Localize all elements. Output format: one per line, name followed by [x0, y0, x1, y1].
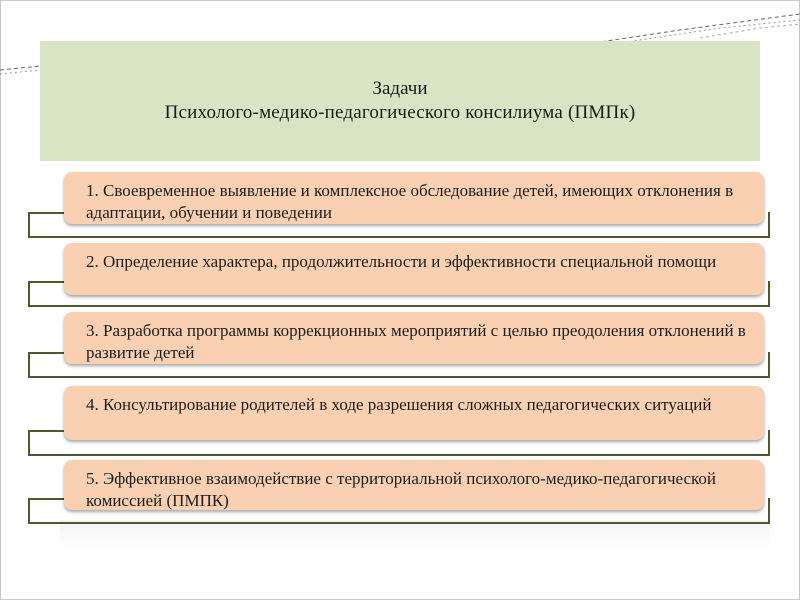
- item-2-bracket-cap: [28, 281, 64, 283]
- decor-line-right-3: [700, 24, 800, 38]
- task-text-5: 5. Эффективное взаимодействие с территориальной психолого-медико-педагогической комиссией (ПМПК): [86, 469, 717, 510]
- item-1-bracket-cap: [28, 212, 64, 214]
- task-text-3: 3. Разработка программы коррекционных мероприятий с целью преодоления отклонений в развитие детей: [86, 321, 746, 362]
- item-4-bracket-cap: [28, 430, 64, 432]
- title-line-2: Психолого-медико-педагогического консилиума (ПМПк): [164, 102, 636, 123]
- task-text-4: 4. Консультирование родителей в ходе разрешения сложных педагогических ситуаций: [86, 395, 712, 414]
- task-text-1: 1. Своевременное выявление и комплексное обследование детей, имеющих отклонения в адаптации, обучении и поведении: [86, 181, 734, 222]
- task-card-2: [64, 243, 764, 295]
- task-card-1: [64, 172, 764, 224]
- task-card-3: [64, 312, 764, 364]
- task-card-4: [64, 386, 764, 440]
- content-area-shadow: [60, 520, 770, 550]
- item-3-bracket-cap: [28, 352, 64, 354]
- task-card-5: [64, 460, 764, 510]
- item-5-bracket-cap: [28, 498, 64, 500]
- task-text-2: 2. Определение характера, продолжительности и эффективности специальной помощи: [86, 252, 717, 271]
- slide-title: [40, 41, 760, 161]
- title-line-1: Задачи: [372, 78, 428, 99]
